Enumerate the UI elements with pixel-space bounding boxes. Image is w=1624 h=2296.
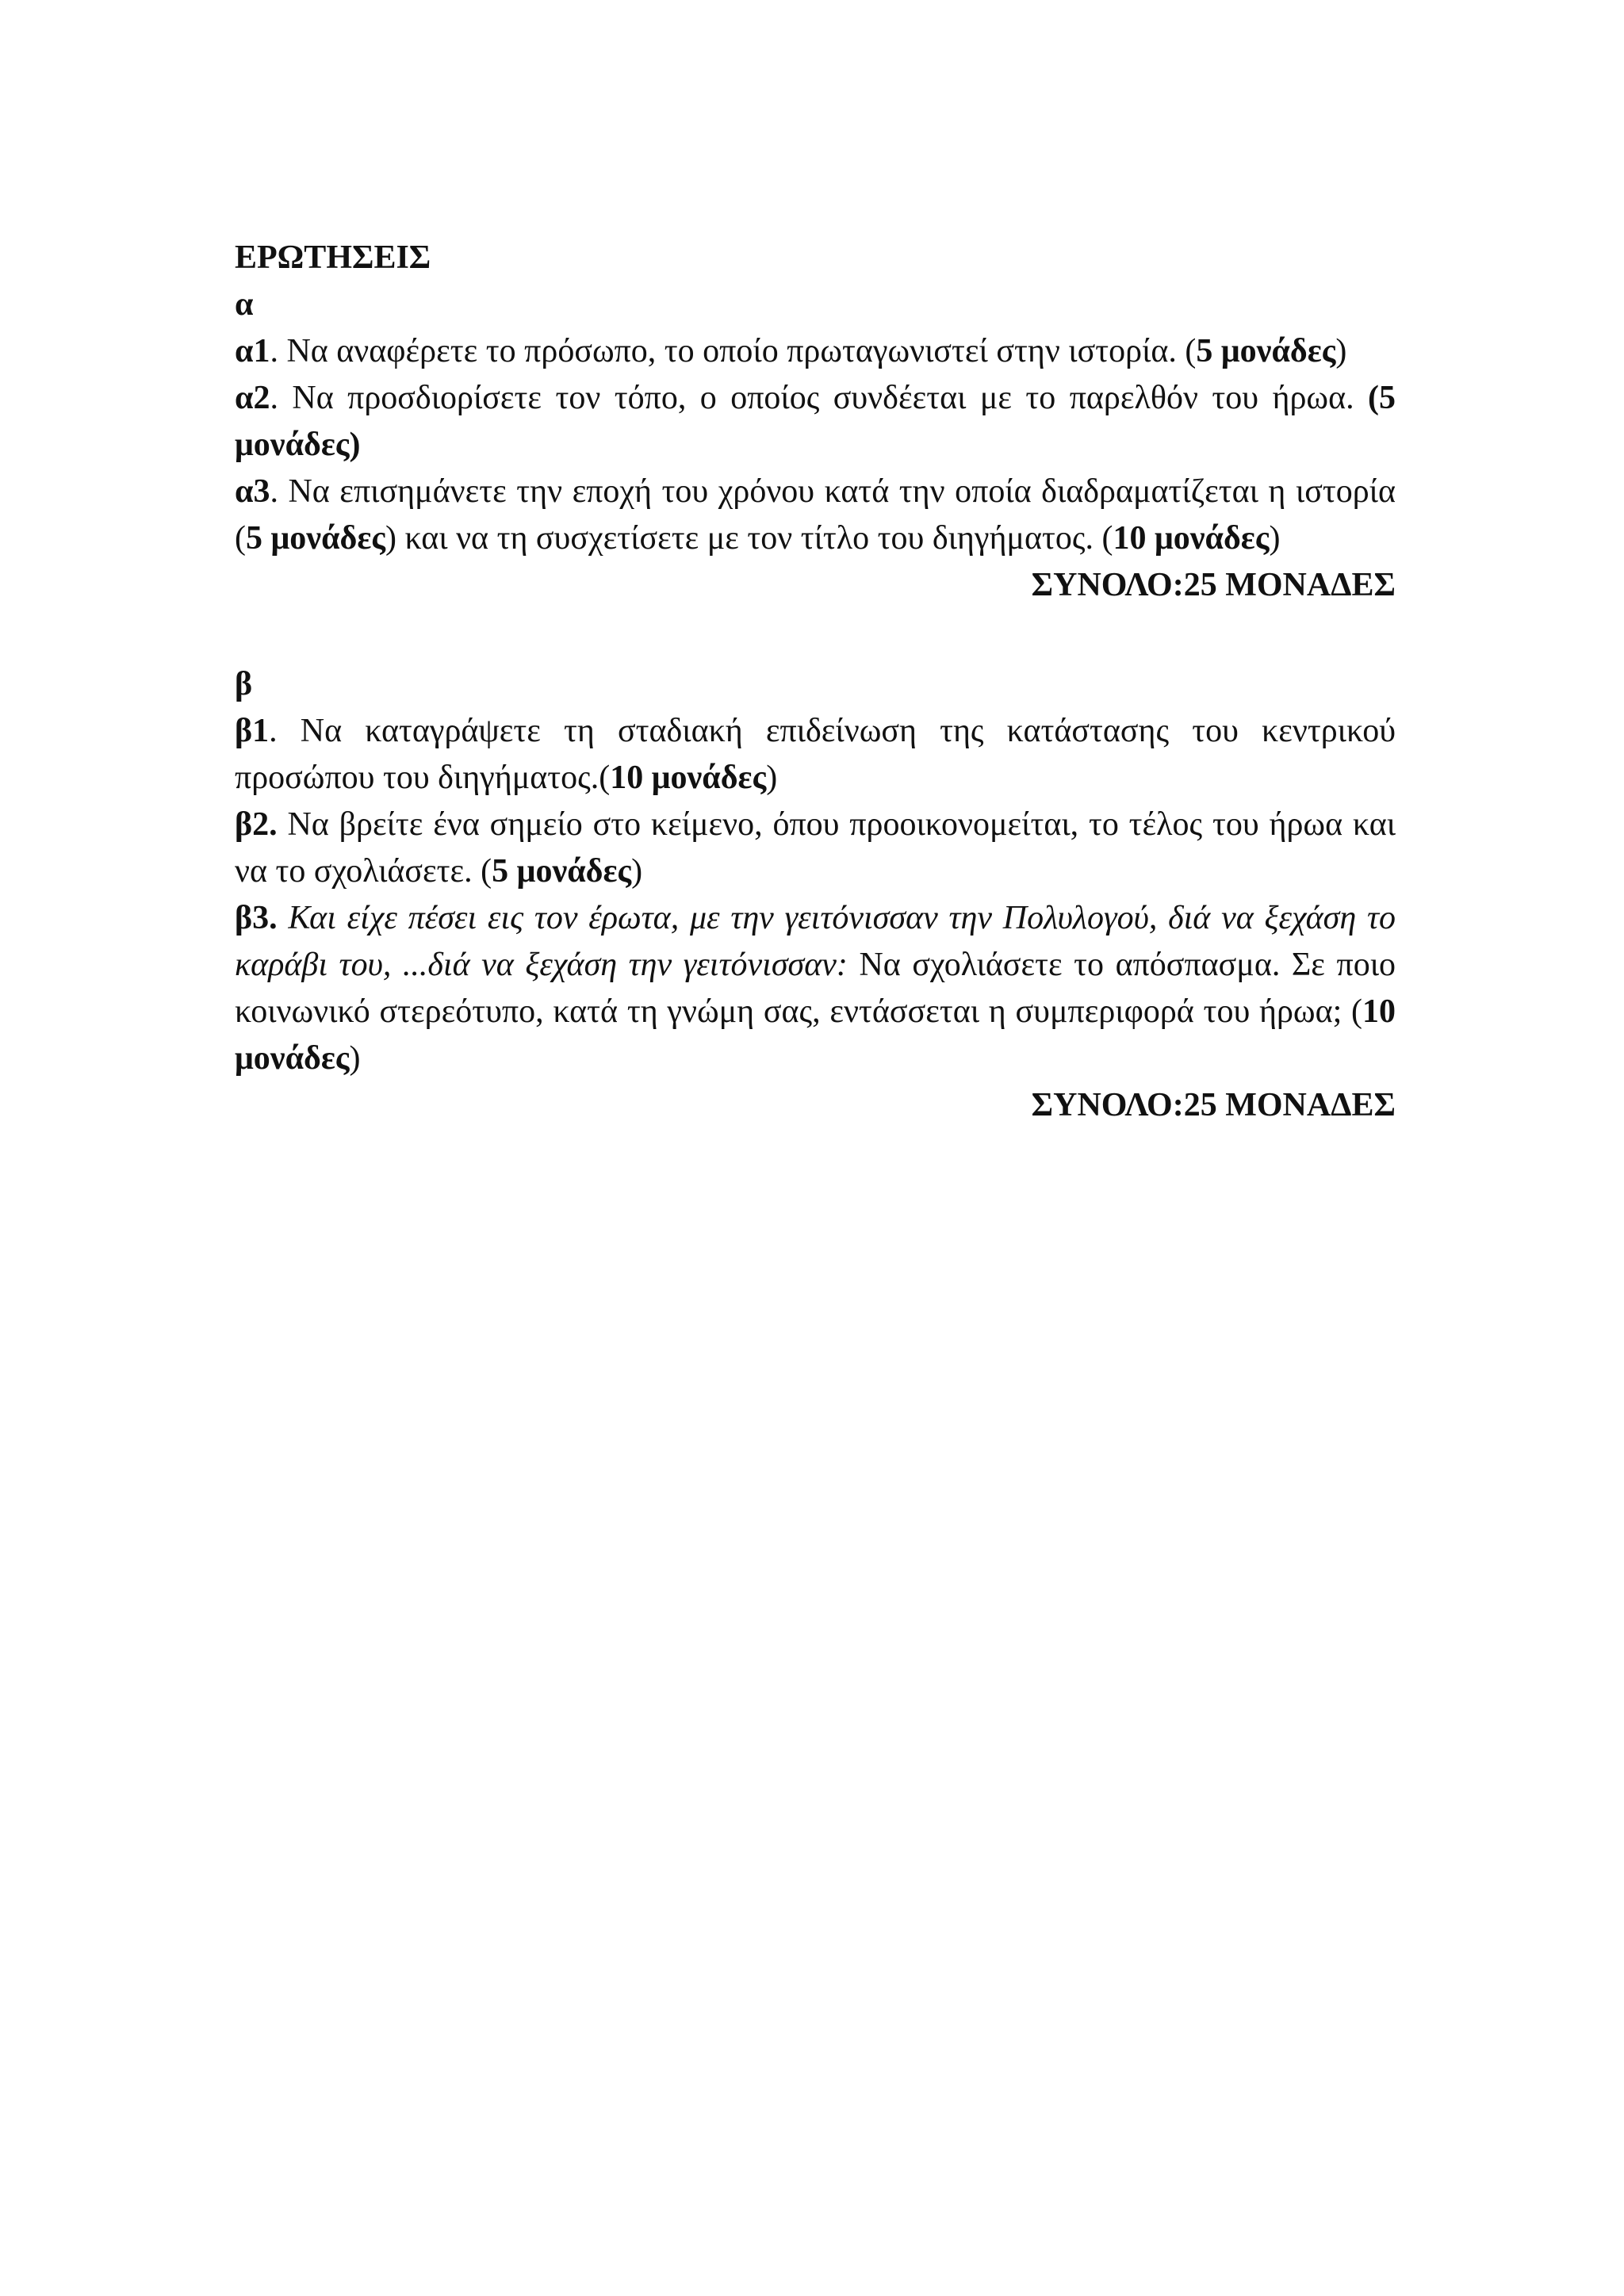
- question-a3: [235, 469, 1396, 562]
- question-b1-points: 10 μονάδες: [610, 760, 767, 796]
- question-a3-text-2: ) και να τη συσχετίσετε με τον τίτλο του διηγήματος. (: [385, 520, 1113, 557]
- question-b2-number: β2.: [235, 806, 278, 843]
- question-b3-close: ): [349, 1040, 361, 1077]
- question-b2-points: 5 μονάδες: [492, 853, 632, 890]
- question-a2-text: . Να προσδιορίσετε τον τόπο, ο οποίος συνδέεται με το παρελθόν του ήρωα.: [270, 380, 1368, 416]
- heading-text: ΕΡΩΤΗΣΕΙΣ: [235, 239, 431, 276]
- question-b1: [235, 708, 1396, 802]
- question-a2-number: α2: [235, 380, 270, 416]
- question-a3-text: . Να επισημάνετε την εποχή του χρόνου κατά την οποία διαδραματίζεται η ιστορία (: [235, 473, 1396, 557]
- section-b-total: [235, 1082, 1396, 1129]
- section-b-label: [235, 661, 1396, 708]
- document-body: [235, 235, 1396, 1129]
- section-a-total-text: ΣΥΝΟΛΟ:25 ΜΟΝΑΔΕΣ: [1031, 567, 1396, 603]
- question-b3-number: β3.: [235, 900, 278, 936]
- section-a-label: [235, 281, 1396, 328]
- question-b1-number: β1: [235, 713, 270, 749]
- section-a-total: [235, 562, 1396, 609]
- question-a3-number: α3: [235, 473, 270, 510]
- section-b-letter: β: [235, 666, 253, 702]
- question-a1-text: . Να αναφέρετε το πρόσωπο, το οποίο πρωταγωνιστεί στην ιστορία. (: [270, 333, 1197, 369]
- question-a1-points: 5 μονάδες: [1196, 333, 1336, 369]
- question-a3-close: ): [1269, 520, 1281, 557]
- question-a1-close: ): [1335, 333, 1347, 369]
- question-a2-points: (5 μονάδες): [235, 380, 1396, 463]
- question-b3: [235, 895, 1396, 1082]
- question-b2: [235, 802, 1396, 895]
- question-b3-text: Να σχολιάσετε το απόσπασμα. Σε ποιο κοινωνικό στερεότυπο, κατά τη γνώμη σας, εντάσσεται η συμπεριφορά του ήρωα; (: [235, 947, 1396, 1030]
- question-b3-points: 10 μονάδες: [235, 993, 1396, 1077]
- question-a3-points-2: 10 μονάδες: [1113, 520, 1270, 557]
- question-b1-text: . Να καταγράψετε τη σταδιακή επιδείνωση της κατάστασης του κεντρικού προσώπου του διηγήματος.(: [235, 713, 1396, 796]
- question-a1: [235, 328, 1396, 375]
- questions-heading: [235, 235, 1396, 281]
- question-b3-quote: Και είχε πέσει εις τον έρωτα, με την γειτόνισσαν την Πολυλογού, διά να ξεχάση το καράβι του, ...διά να ξεχάση την γειτόνισσαν:: [235, 900, 1396, 983]
- question-b2-close: ): [631, 853, 643, 890]
- question-a3-points: 5 μονάδες: [246, 520, 385, 557]
- question-a2: [235, 375, 1396, 469]
- section-spacer: [235, 609, 1396, 661]
- question-a1-number: α1: [235, 333, 270, 369]
- question-b1-close: ): [766, 760, 778, 796]
- section-a-letter: α: [235, 286, 254, 323]
- question-b2-text: Να βρείτε ένα σημείο στο κείμενο, όπου προοικονομείται, το τέλος του ήρωα και να το σχολιάσετε. (: [235, 806, 1396, 890]
- section-b-total-text: ΣΥΝΟΛΟ:25 ΜΟΝΑΔΕΣ: [1031, 1087, 1396, 1123]
